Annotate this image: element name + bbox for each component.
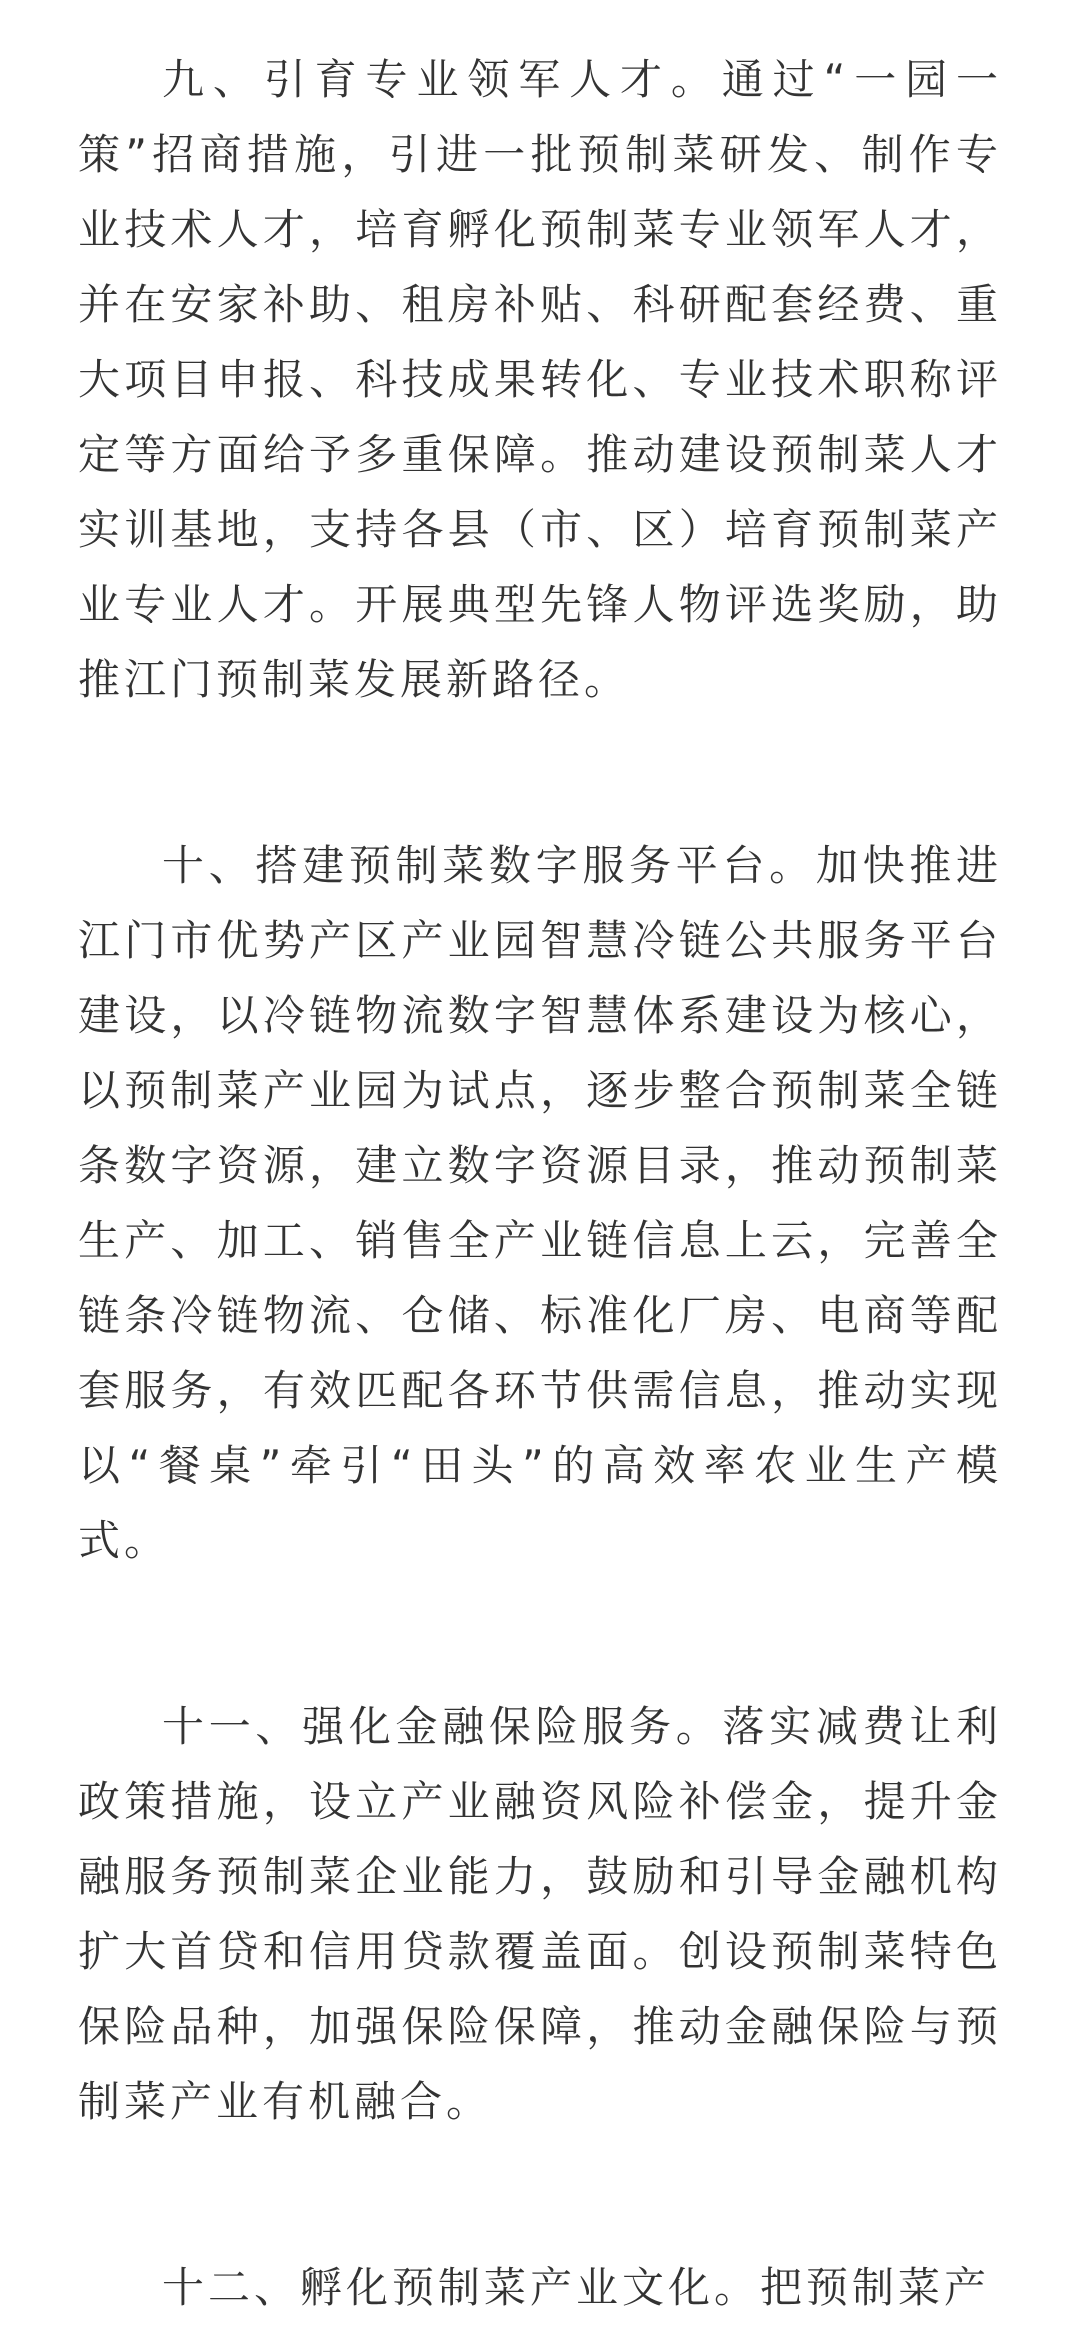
paragraph-ten-digital-platform: 十、搭建预制菜数字服务平台。加快推进江门市优势产区产业园智慧冷链公共服务平台建设，以冷链物流数字智慧体系建设为核心，以预制菜产业园为试点，逐步整合预制菜全链条数字资源，建立数字资源目录，推动预制菜生产、加工、销售全产业链信息上云，完善全链条冷链物流、仓储、标准化厂房、电商等配套服务，有效匹配各环节供需信息，推动实现以“餐桌”牵引“田头”的高效率农业生产模式。: [78, 841, 1002, 1565]
paragraph-eleven-finance: 十一、强化金融保险服务。落实减费让利政策措施，设立产业融资风险补偿金，提升金融服务预制菜企业能力，鼓励和引导金融机构扩大首贷和信用贷款覆盖面。创设预制菜特色保险品种，加强保险保障，推动金融保险与预制菜产业有机融合。: [78, 1702, 1002, 2126]
paragraph-twelve-culture: 十二、孵化预制菜产业文化。把预制菜产: [162, 2263, 991, 2312]
paragraph-nine-talent: 九、引育专业领军人才。通过“一园一策”招商措施，引进一批预制菜研发、制作专业技术人才，培育孵化预制菜专业领军人才，并在安家补助、租房补贴、科研配套经费、重大项目申报、科技成果转化、专业技术职称评定等方面给予多重保障。推动建设预制菜人才实训基地，支持各县（市、区）培育预制菜产业专业人才。开展典型先锋人物评选奖励，助推江门预制菜发展新路径。: [78, 55, 1002, 704]
